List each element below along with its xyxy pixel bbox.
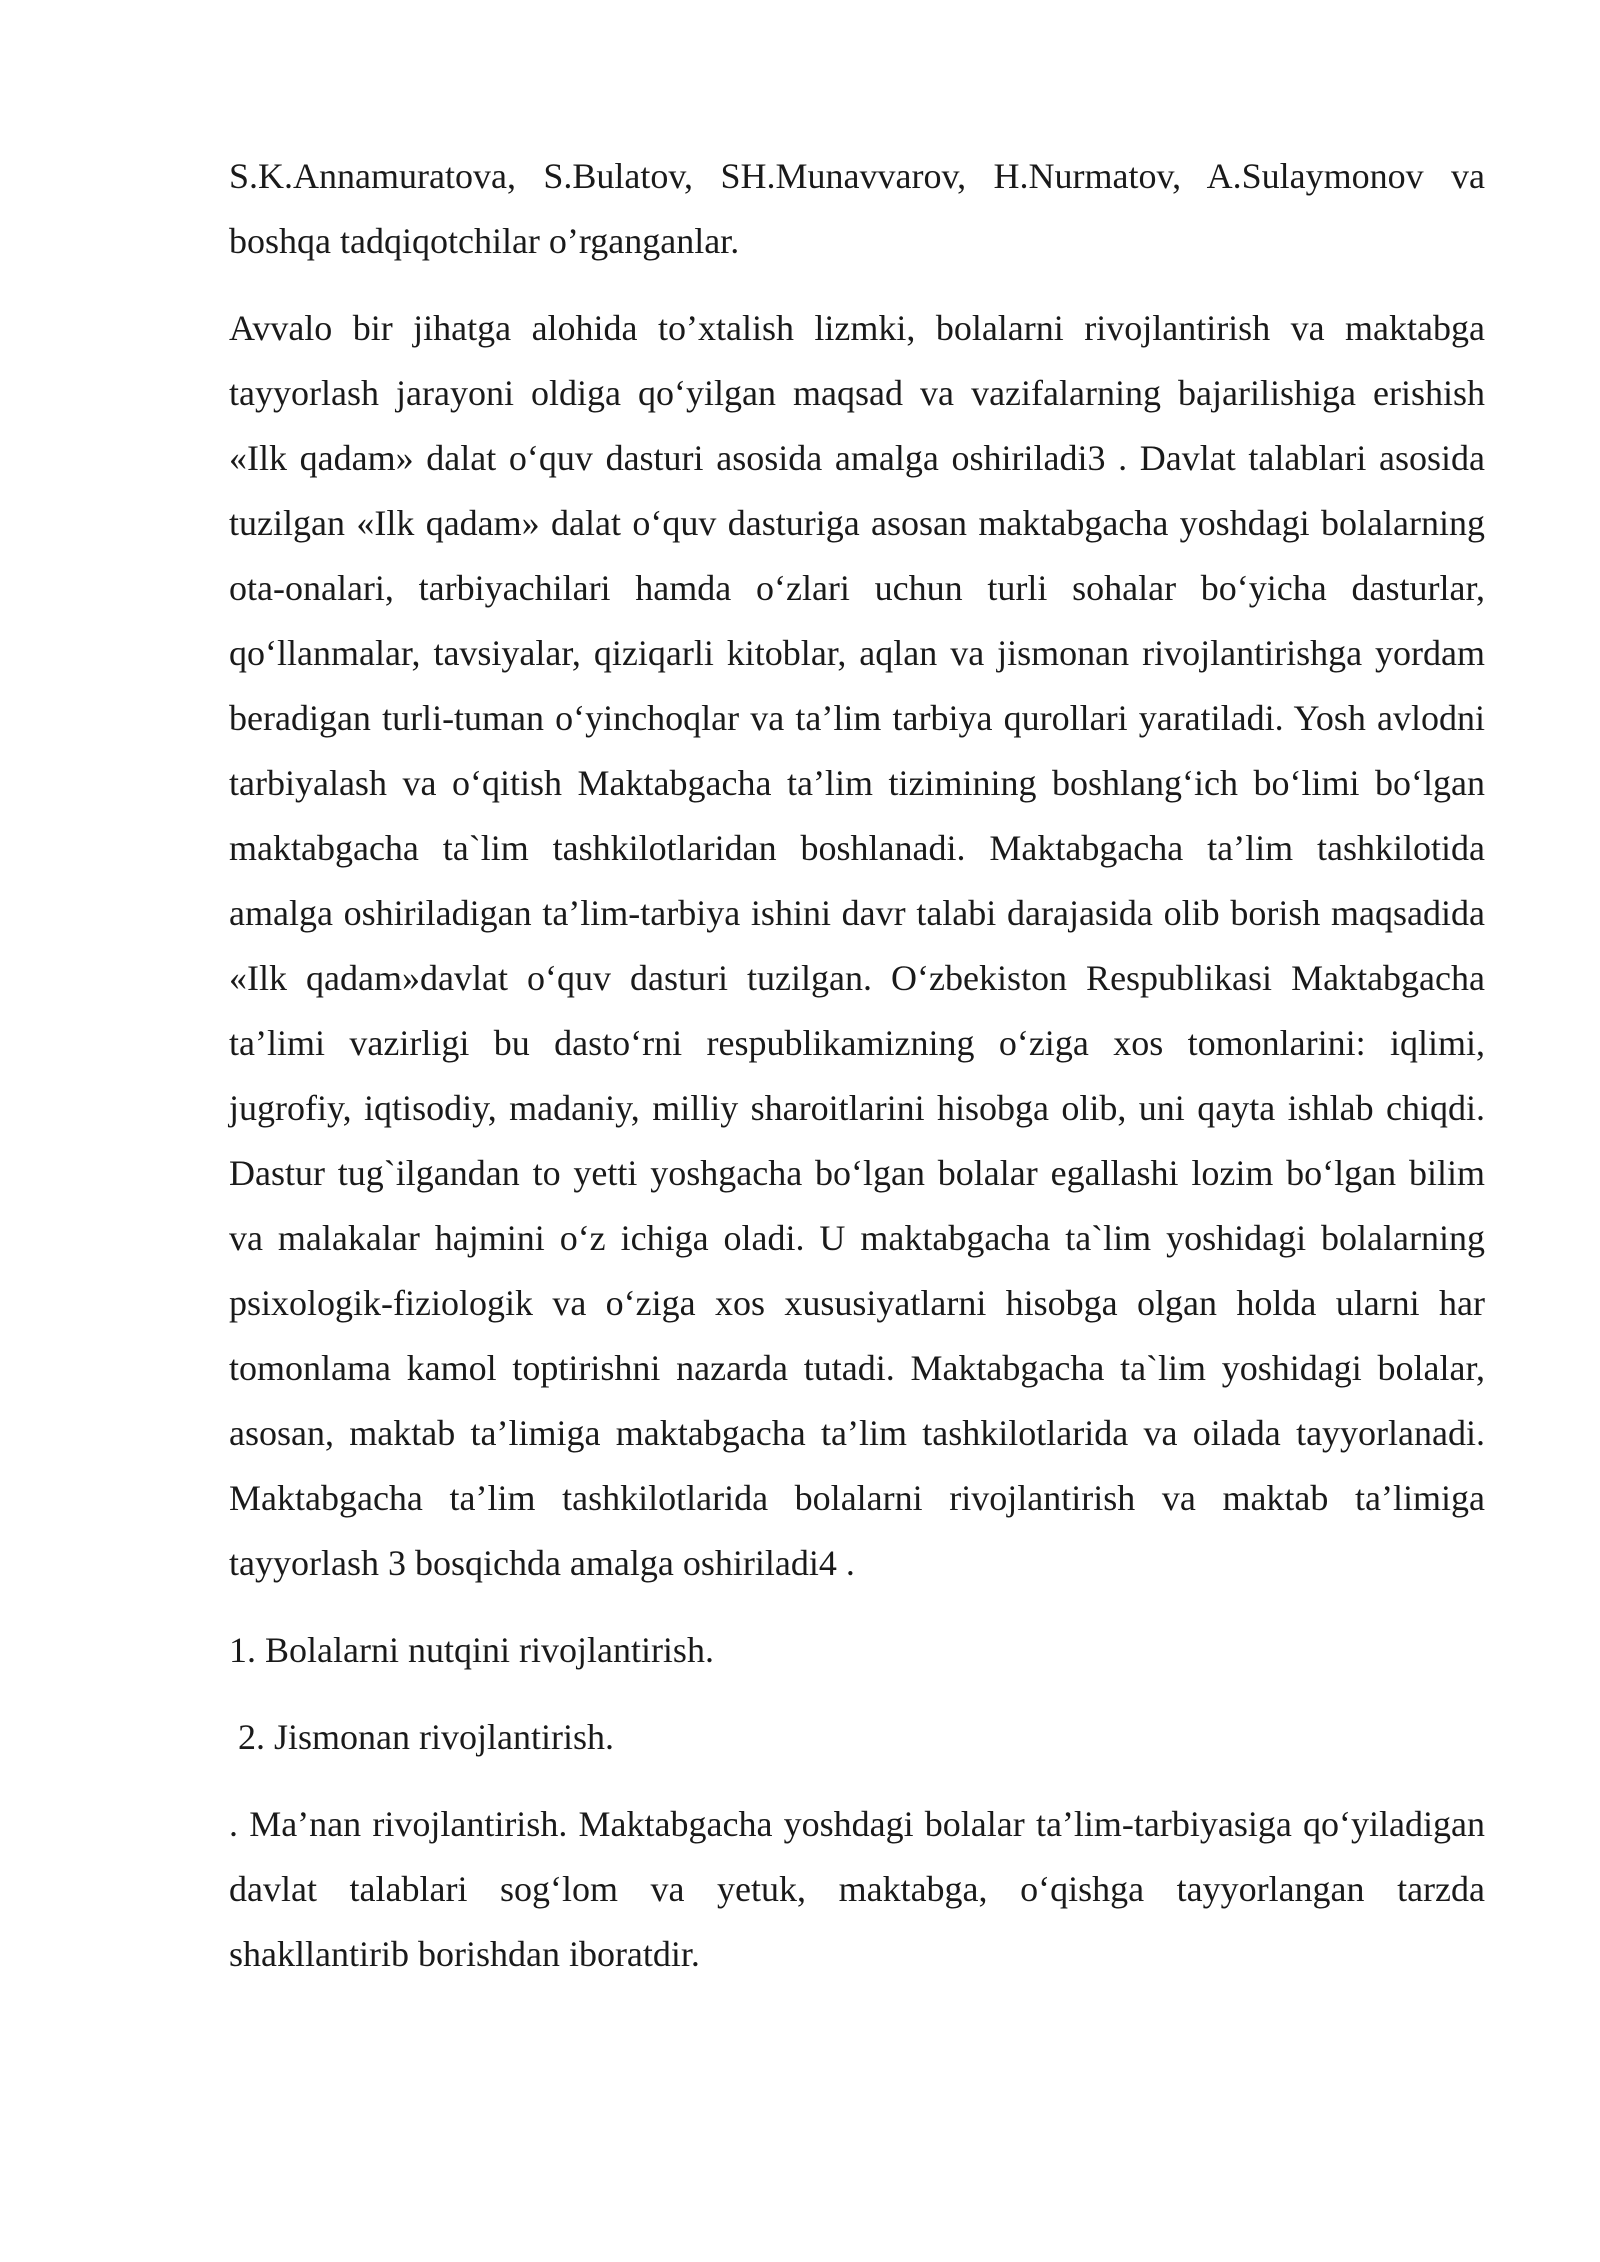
- paragraph-moral-development: . Ma’nan rivojlantirish. Maktabgacha yoshdagi bolalar ta’lim-tarbiyasiga qo‘yiladigan davlat talablari sog‘lom va yetuk, maktabga, o‘qishga tayyorlangan tarzda shakllantirib borishdan iboratdir.: [229, 1804, 1485, 1974]
- list-item-speech-development: 1. Bolalarni nutqini rivojlantirish.: [229, 1630, 714, 1670]
- document-body: [229, 144, 1485, 2009]
- paragraph-researchers: S.K.Annamuratova, S.Bulatov, SH.Munavvarov, H.Nurmatov, A.Sulaymonov va boshqa tadqiqotchilar o’rganganlar.: [229, 156, 1485, 261]
- paragraph-main: Avvalo bir jihatga alohida to’xtalish lizmki, bolalarni rivojlantirish va maktabga tayyorlash jarayoni oldiga qo‘yilgan maqsad va vazifalarning bajarilishiga erishish «Ilk qadam» dalat o‘quv dasturi asosida amalga oshiriladi3 . Davlat talablari asosida tuzilgan «Ilk qadam» dalat o‘quv dasturiga asosan maktabgacha yoshdagi bolalarning ota-onalari, tarbiyachilari hamda o‘zlari uchun turli sohalar bo‘yicha dasturlar, qo‘llanmalar, tavsiyalar, qiziqarli kitoblar, aqlan va jismonan rivojlantirishga yordam beradigan turli-tuman o‘yinchoqlar va ta’lim tarbiya qurollari yaratiladi. Yosh avlodni tarbiyalash va o‘qitish Maktabgacha ta’lim tizimining boshlang‘ich bo‘limi bo‘lgan maktabgacha ta`lim tashkilotlaridan boshlanadi. Maktabgacha ta’lim tashkilotida amalga oshiriladigan ta’lim-tarbiya ishini davr talabi darajasida olib borish maqsadida «Ilk qadam»davlat o‘quv dasturi tuzilgan. O‘zbekiston Respublikasi Maktabgacha ta’limi vazirligi bu dasto‘rni respublikamizning o‘ziga xos tomonlarini: iqlimi, jugrofiy, iqtisodiy, madaniy, milliy sharoitlarini hisobga olib, uni qayta ishlab chiqdi. Dastur tug`ilgandan to yetti yoshgacha bo‘lgan bolalar egallashi lozim bo‘lgan bilim va malakalar hajmini o‘z ichiga oladi. U maktabgacha ta`lim yoshidagi bolalarning psixologik-fiziologik va o‘ziga xos xususiyatlarni hisobga olgan holda ularni har tomonlama kamol toptirishni nazarda tutadi. Maktabgacha ta`lim yoshidagi bolalar, asosan, maktab ta’limiga maktabgacha ta’lim tashkilotlarida va oilada tayyorlanadi. Maktabgacha ta’lim tashkilotlarida bolalarni rivojlantirish va maktab ta’limiga tayyorlash 3 bosqichda amalga oshiriladi4 .: [229, 308, 1485, 1583]
- list-item-physical-development: 2. Jismonan rivojlantirish.: [238, 1717, 614, 1757]
